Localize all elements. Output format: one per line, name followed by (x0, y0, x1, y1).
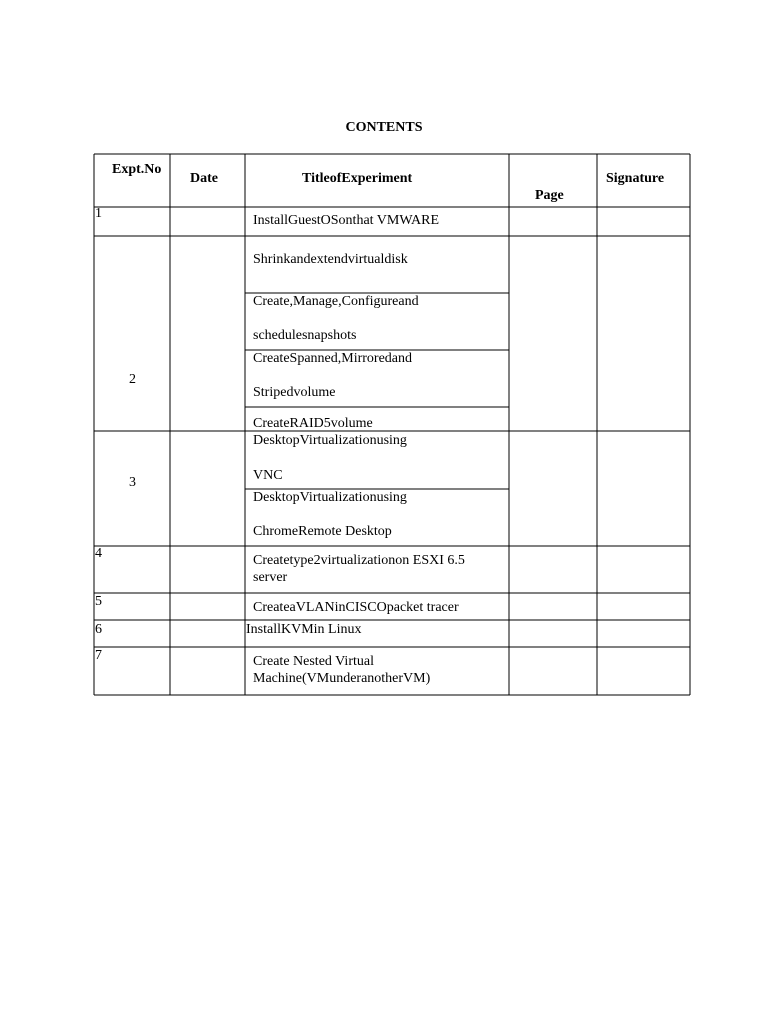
row-4-title-line-2: server (253, 570, 288, 585)
row-6-title: InstallKVMin Linux (246, 622, 362, 637)
header-title-of-experiment: TitleofExperiment (302, 171, 413, 186)
row-3-title-1-line-2: VNC (253, 468, 283, 483)
row-2-title-4: CreateRAID5volume (253, 416, 373, 431)
row-7-expt-no: 7 (95, 648, 102, 663)
row-3-expt-no: 3 (129, 475, 136, 490)
header-page: Page (535, 188, 564, 203)
row-6-expt-no: 6 (95, 622, 102, 637)
row-7-title-line-2: Machine(VMunderanotherVM) (253, 671, 431, 686)
row-1-expt-no: 1 (95, 206, 102, 221)
row-4-title-line-1: Createtype2virtualizationon ESXI 6.5 (253, 553, 465, 568)
row-3-title-2-line-2: ChromeRemote Desktop (253, 524, 392, 539)
header-date: Date (190, 171, 218, 186)
row-7-title-line-1: Create Nested Virtual (253, 654, 374, 669)
header-expt-no: Expt.No (112, 162, 162, 177)
row-3-title-1-line-1: DesktopVirtualizationusing (253, 433, 407, 448)
row-5-expt-no: 5 (95, 594, 102, 609)
row-3-title-2-line-1: DesktopVirtualizationusing (253, 490, 407, 505)
row-2-title-2-line-2: schedulesnapshots (253, 328, 357, 343)
row-2-title-3-line-1: CreateSpanned,Mirroredand (253, 351, 412, 366)
header-signature: Signature (606, 171, 665, 186)
page-title: CONTENTS (345, 120, 423, 135)
row-2-title-3-line-2: Stripedvolume (253, 385, 336, 400)
row-5-title: CreateaVLANinCISCOpacket tracer (253, 600, 459, 615)
row-2-title-2-line-1: Create,Manage,Configureand (253, 294, 419, 309)
row-1-title: InstallGuestOSonthat VMWARE (253, 213, 440, 228)
row-2-expt-no: 2 (129, 372, 136, 387)
row-2-title-1: Shrinkandextendvirtualdisk (253, 252, 408, 267)
row-4-expt-no: 4 (95, 546, 102, 561)
